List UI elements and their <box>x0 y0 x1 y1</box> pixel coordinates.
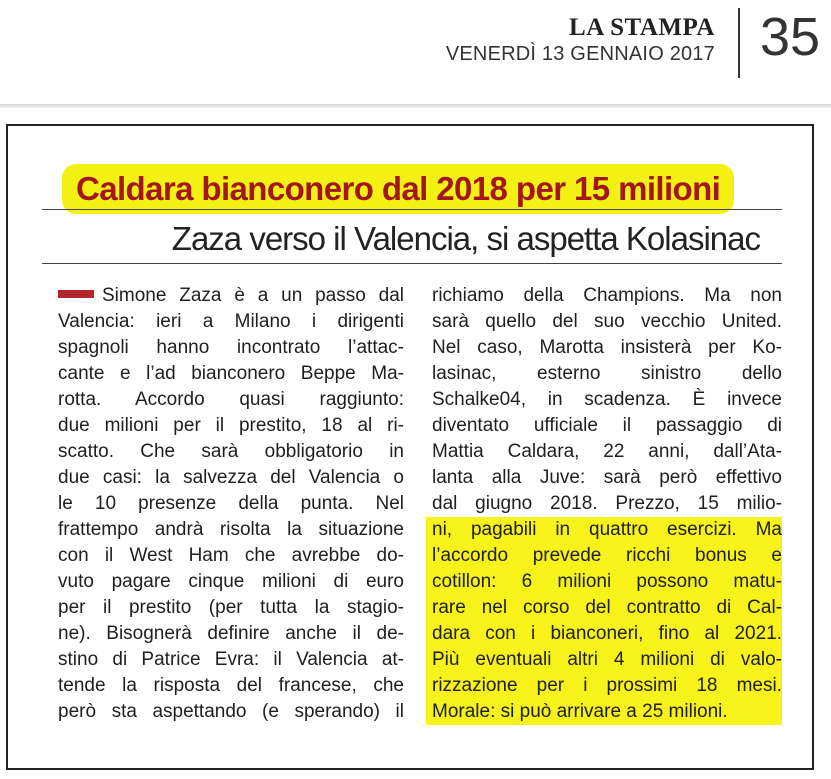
body-text-line <box>58 283 404 309</box>
body-text-line: sarà quello del suo vecchio United. <box>432 311 782 332</box>
highlighted-text-line: Morale: si può arrivare a 25 milioni. <box>426 699 782 725</box>
headline-rule <box>42 209 782 210</box>
body-text-line: Valencia: ieri a Milano i dirigenti <box>58 311 404 332</box>
body-text-line: due casi: la salvezza del Valencia o <box>58 467 404 488</box>
body-text-line: tende la risposta del francese, che <box>58 675 404 696</box>
headline-highlight <box>62 164 734 214</box>
highlighted-text-line: l’accordo prevede ricchi bonus e <box>426 543 782 569</box>
page-number: 35 <box>760 7 821 67</box>
highlighted-text-line: dara con i bianconeri, fino al 2021. <box>426 621 782 647</box>
highlighted-text-line: ni, pagabili in quattro esercizi. Ma <box>426 517 782 543</box>
left-column <box>58 283 404 725</box>
body-text-line: cante e l’ad bianconero Beppe Ma- <box>58 363 404 384</box>
body-text-line: vuto pagare cinque milioni di euro <box>58 571 404 592</box>
masthead-divider <box>738 8 740 78</box>
body-text-line: stino di Patrice Evra: il Valencia at- <box>58 649 404 670</box>
body-text-line: scatto. Che sarà obbligatorio in <box>58 441 404 462</box>
body-text-line: lasinac, esterno sinistro dello <box>432 363 782 384</box>
article-subheadline: Zaza verso il Valencia, si aspetta Kolasinac <box>171 220 760 257</box>
body-text-line: due milioni per il prestito, 18 al ri- <box>58 415 404 436</box>
body-text-line: le 10 presenze della punta. Nel <box>58 493 404 514</box>
issue-date: VENERDÌ 13 GENNAIO 2017 <box>445 43 715 65</box>
highlighted-text-line: rizzazione per i prossimi 18 mesi. <box>426 673 782 699</box>
highlighted-text-line: cotillon: 6 milioni possono matu- <box>426 569 782 595</box>
highlighted-text-line: Più eventuali altri 4 milioni di valo- <box>426 647 782 673</box>
body-text-line: ne). Bisognerà definire anche il de- <box>58 623 404 644</box>
article-headline: Caldara bianconero dal 2018 per 15 milioni <box>76 170 721 207</box>
body-text-line: Nel caso, Marotta insisterà per Ko- <box>432 337 782 358</box>
body-text-line: lanta alla Juve: sarà però effettivo <box>432 467 782 488</box>
body-text-line: Mattia Caldara, 22 anni, dall’Ata- <box>432 441 782 462</box>
body-text-line: Simone Zaza è a un passo dal <box>102 285 404 306</box>
subheadline-rule <box>42 263 782 264</box>
body-text-line: spagnoli hanno incontrato l’attac- <box>58 337 404 358</box>
lead-marker <box>58 290 94 298</box>
body-text-line: diventato ufficiale il passaggio di <box>432 415 782 436</box>
page-edge-shadow <box>0 104 831 108</box>
body-text-line: per il prestito (per tutta la stagio- <box>58 597 404 618</box>
body-text-line: dal giugno 2018. Prezzo, 15 milio- <box>432 493 782 514</box>
body-text-line: però sta aspettando (e sperando) il <box>58 701 404 722</box>
body-text-line: Schalke04, in scadenza. È invece <box>432 389 782 410</box>
newspaper-name: LA STAMPA <box>569 14 715 41</box>
article-clipping <box>6 124 814 770</box>
body-text-line: frattempo andrà risolta la situazione <box>58 519 404 540</box>
highlighted-text-line: rare nel corso del contratto di Cal- <box>426 595 782 621</box>
body-text-line: richiamo della Champions. Ma non <box>432 285 782 306</box>
right-column <box>432 283 782 725</box>
body-text-line: rotta. Accordo quasi raggiunto: <box>58 389 404 410</box>
body-text-line: con il West Ham che avrebbe do- <box>58 545 404 566</box>
masthead <box>0 0 831 100</box>
